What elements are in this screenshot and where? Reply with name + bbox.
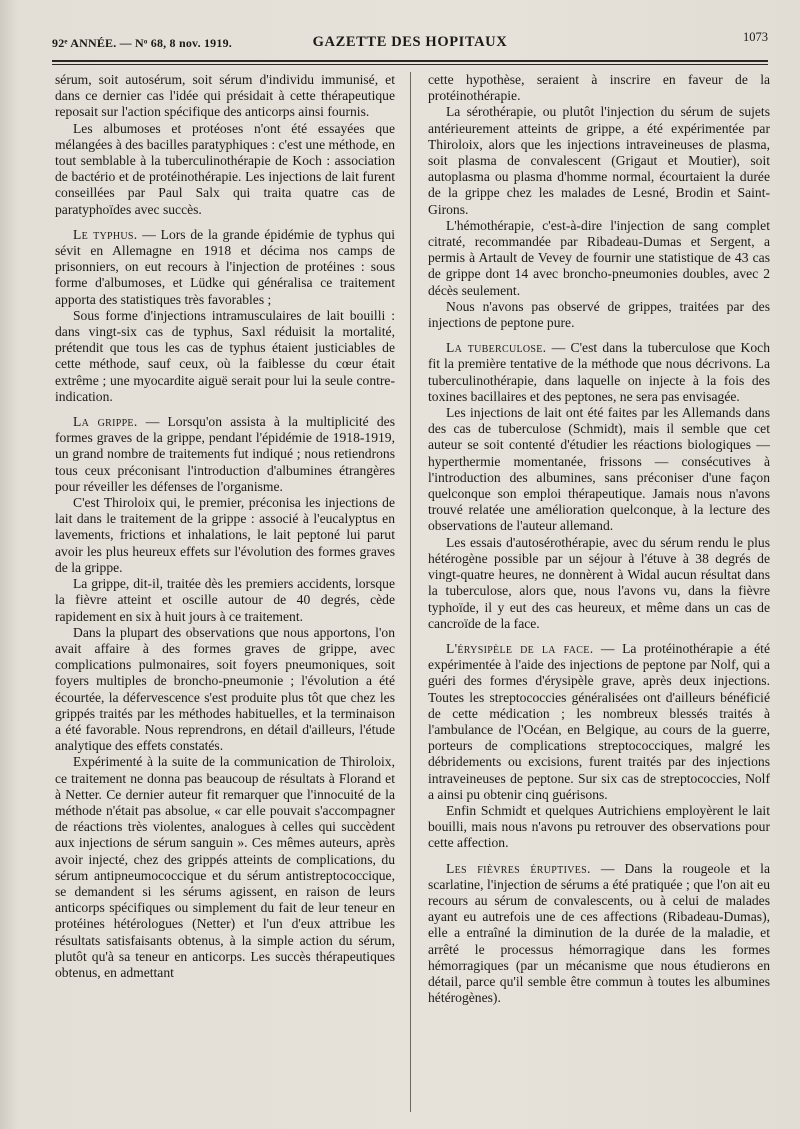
- section-text: — Dans la rougeole et la scarlatine, l'injection de sérums a été pratiquée ; que l'on ait eu recours au sérum de convalescents, ou à celui de malades ayant eu autrefois une de ces affections (Ribadeau-Dumas), elle a entraîné la diminution de la durée de la maladie, et arrêté le processus hémorragique dans les formes hémorragiques (par un mécanisme que nous étudierons en détail, parce qu'il semble être commun à toutes les albumines hétérogènes).: [428, 860, 770, 1006]
- section-text: — Lorsqu'on assista à la multiplicité des formes graves de la grippe, pendant l'épidémie de 1918-1919, un grand nombre de traitements fut indiqué ; nous retiendrons tous ceux préconisant l'introduction d'albumines étrangères pour réveiller les défenses de l'organisme.: [55, 414, 395, 494]
- section-text: — Lors de la grande épidémie de typhus qui sévit en Allemagne en 1918 et décima nos camps de prisonniers, on eut recours à l'injection de protéines : sous forme d'albumoses, et Lüdke qui généralisa ce traitement apporta des statistiques très favorables ;: [55, 226, 395, 307]
- paragraph: La sérothérapie, ou plutôt l'injection du sérum de sujets antérieurement atteints de grippe, a été expérimentée par Thiroloix, alors que les injections intraveineuses de plasma, soit plasma de convalescent (Grigaut et Moutier), soit autoplasma ou plasma d'homme normal, écourtaient la durée de la grippe chez les malades de Lesné, Brodin et Saint-Girons.: [428, 104, 770, 217]
- section-title-tuberculose: La tuberculose.: [446, 340, 547, 356]
- left-column: [55, 72, 395, 1112]
- section-erysipele: [428, 641, 770, 803]
- paragraph: La grippe, dit-il, traitée dès les premiers accidents, lorsque la fièvre atteint et oscille autour de 40 degrés, cède rapidement en six à huit jours à ce traitement.: [55, 576, 395, 624]
- paragraph: Les injections de lait ont été faites par les Allemands dans des cas de tuberculose (Schmidt), mais il semble que cet auteur se soit contenté d'étudier les réactions biologiques — hyperthermie momentanée, frissons — consécutives à l'introduction des albumines, sans préconiser d'une façon quelconque son emploi thérapeutique. Jamais nous n'avons trouvé relatée une amélioration quelconque, à la lecture des observations de l'auteur allemand.: [428, 405, 770, 534]
- section-title-grippe: La grippe.: [73, 414, 138, 430]
- page-number: 1073: [743, 30, 768, 44]
- right-column: [428, 72, 770, 1112]
- section-tuberculose: [428, 340, 770, 405]
- paragraph: Dans la plupart des observations que nous apportons, l'on avait affaire à des formes graves de grippe, avec complications pulmonaires, soit foyers pneumoniques, soit foyers multiples de broncho-pneumonie ; l'évolution a été écourtée, la défervescence s'est produite plus tôt que chez les grippés traités par les méthodes habituelles, et la terminaison a été favorable. Nous reprendrons, en détail d'ailleurs, l'étude analytique des effets constatés.: [55, 624, 395, 754]
- section-typhus: [55, 227, 395, 308]
- column-divider: [410, 72, 411, 1112]
- issue-line: 92ᵉ ANNÉE. — Nᵒ 68, 8 nov. 1919.: [52, 36, 232, 50]
- page-header: [52, 30, 768, 58]
- section-title-fievres: Les fièvres éruptives.: [446, 860, 591, 876]
- section-grippe: [55, 414, 395, 495]
- section-fievres: [428, 861, 770, 1007]
- paragraph: C'est Thiroloix qui, le premier, préconisa les injections de lait dans le traitement de la grippe : associé à l'eucalyptus en lavements, frictions et inhalations, le lait peptoné lui parut avoir les plus heureux effets sur l'évolution des formes graves de la grippe.: [55, 495, 395, 575]
- paragraph: Les essais d'autosérothérapie, avec du sérum rendu le plus hétérogène possible par un séjour à l'étuve à 38 degrés de vingt-quatre heures, ne donnèrent à Widal aucun résultat dans la tuberculose, alors que, nous l'avons vu, dans la fièvre typhoïde, il y eut des cas heureux, et même dans un cas de cancroïde de la face.: [428, 534, 770, 631]
- section-title-erysipele: L'érysipèle de la face.: [446, 640, 594, 656]
- header-rule-thin: [52, 64, 768, 65]
- section-text: — La protéinothérapie a été expérimentée à l'aide des injections de peptone par Nolf, qui a guéri des formes d'érysipèle grave, après deux injections. Toutes les streptococcies généralisées ont d'ailleurs bénéficié de cette médication ; les nombreux blessés traités à l'ambulance de l'Océan, en Belgique, au cours de la guerre, porteurs de complications streptococciques, malgré les débridements ou excisions, furent traités par des injections intraveineuses de peptone. Sur six cas de streptococcies, Nolf a ainsi pu obtenir cinq guérisons.: [428, 640, 770, 802]
- paragraph: Sous forme d'injections intramusculaires de lait bouilli : dans vingt-six cas de typhus, Saxl réduisit la mortalité, prétendit que tous les cas de typhus étaient justiciables de cette méthode, sauf ceux, où la faiblesse du cœur était extrême ; une myocardite aiguë serait pour lui la seule contre-indication.: [55, 307, 395, 404]
- paragraph: cette hypothèse, seraient à inscrire en faveur de la protéinothérapie.: [428, 72, 770, 104]
- section-title-typhus: Le typhus.: [73, 226, 138, 242]
- paragraph: sérum, soit autosérum, soit sérum d'individu immunisé, et dans ce dernier cas l'idée qui présidait à cette thérapeutique reposait sur l'action spécifique des anticorps ainsi fournis.: [55, 72, 395, 120]
- paragraph: Enfin Schmidt et quelques Autrichiens employèrent le lait bouilli, mais nous n'avons pu retrouver des observations pour cette affection.: [428, 802, 770, 851]
- header-rule-thick: [52, 60, 768, 62]
- paragraph: Expérimenté à la suite de la communication de Thiroloix, ce traitement ne donna pas beaucoup de résultats à Florand et à Netter. Ce dernier auteur fit remarquer que l'innocuité de la méthode n'était pas absolue, « car elle pouvait s'accompagner de réactions très violentes, analogues à celles qui succèdent aux injections de sérum sanguin ». Ces mêmes auteurs, après avoir injecté, chez des grippés atteints de complications, du sérum antipneumococcique et du sérum antistreptococcique, se demandent si les sérums agissent, en raison de leurs anticorps spécifiques ou simplement du fait de leur teneur en protéines hétérologues (Netter) et l'un d'eux attribue les résultats satisfaisants obtenus, à la simple action du sérum, plutôt qu'à sa teneur en anticorps. Les succès thérapeutiques obtenus, en admettant: [55, 754, 395, 980]
- paragraph: L'hémothérapie, c'est-à-dire l'injection de sang complet citraté, recommandée par Ribadeau-Dumas et Sergent, a permis à Artault de Vevey de fournir une statistique de 43 cas de grippe dont 14 avec broncho-pneumonies doubles, avec 2 décès seulement.: [428, 217, 770, 298]
- journal-title: GAZETTE DES HOPITAUX: [312, 34, 508, 50]
- section-text: — C'est dans la tuberculose que Koch fit la première tentative de la méthode que nous décrivons. La tuberculinothérapie, dans laquelle on injecte à la fois des toxines bacillaires et des peptones, ne sera pas envisagée.: [428, 340, 770, 404]
- paragraph: Les albumoses et protéoses n'ont été essayées que mélangées à des bacilles paratyphiques : c'est une méthode, en tout semblable à la tuberculinothérapie de Koch : association de bactério et de protéinothérapie. Les injections de lait furent conseillées par Paul Salx qui traita quatre cas de paratyphoïdes avec succès.: [55, 120, 395, 217]
- paragraph: Nous n'avons pas observé de grippes, traitées par des injections de peptone pure.: [428, 298, 770, 331]
